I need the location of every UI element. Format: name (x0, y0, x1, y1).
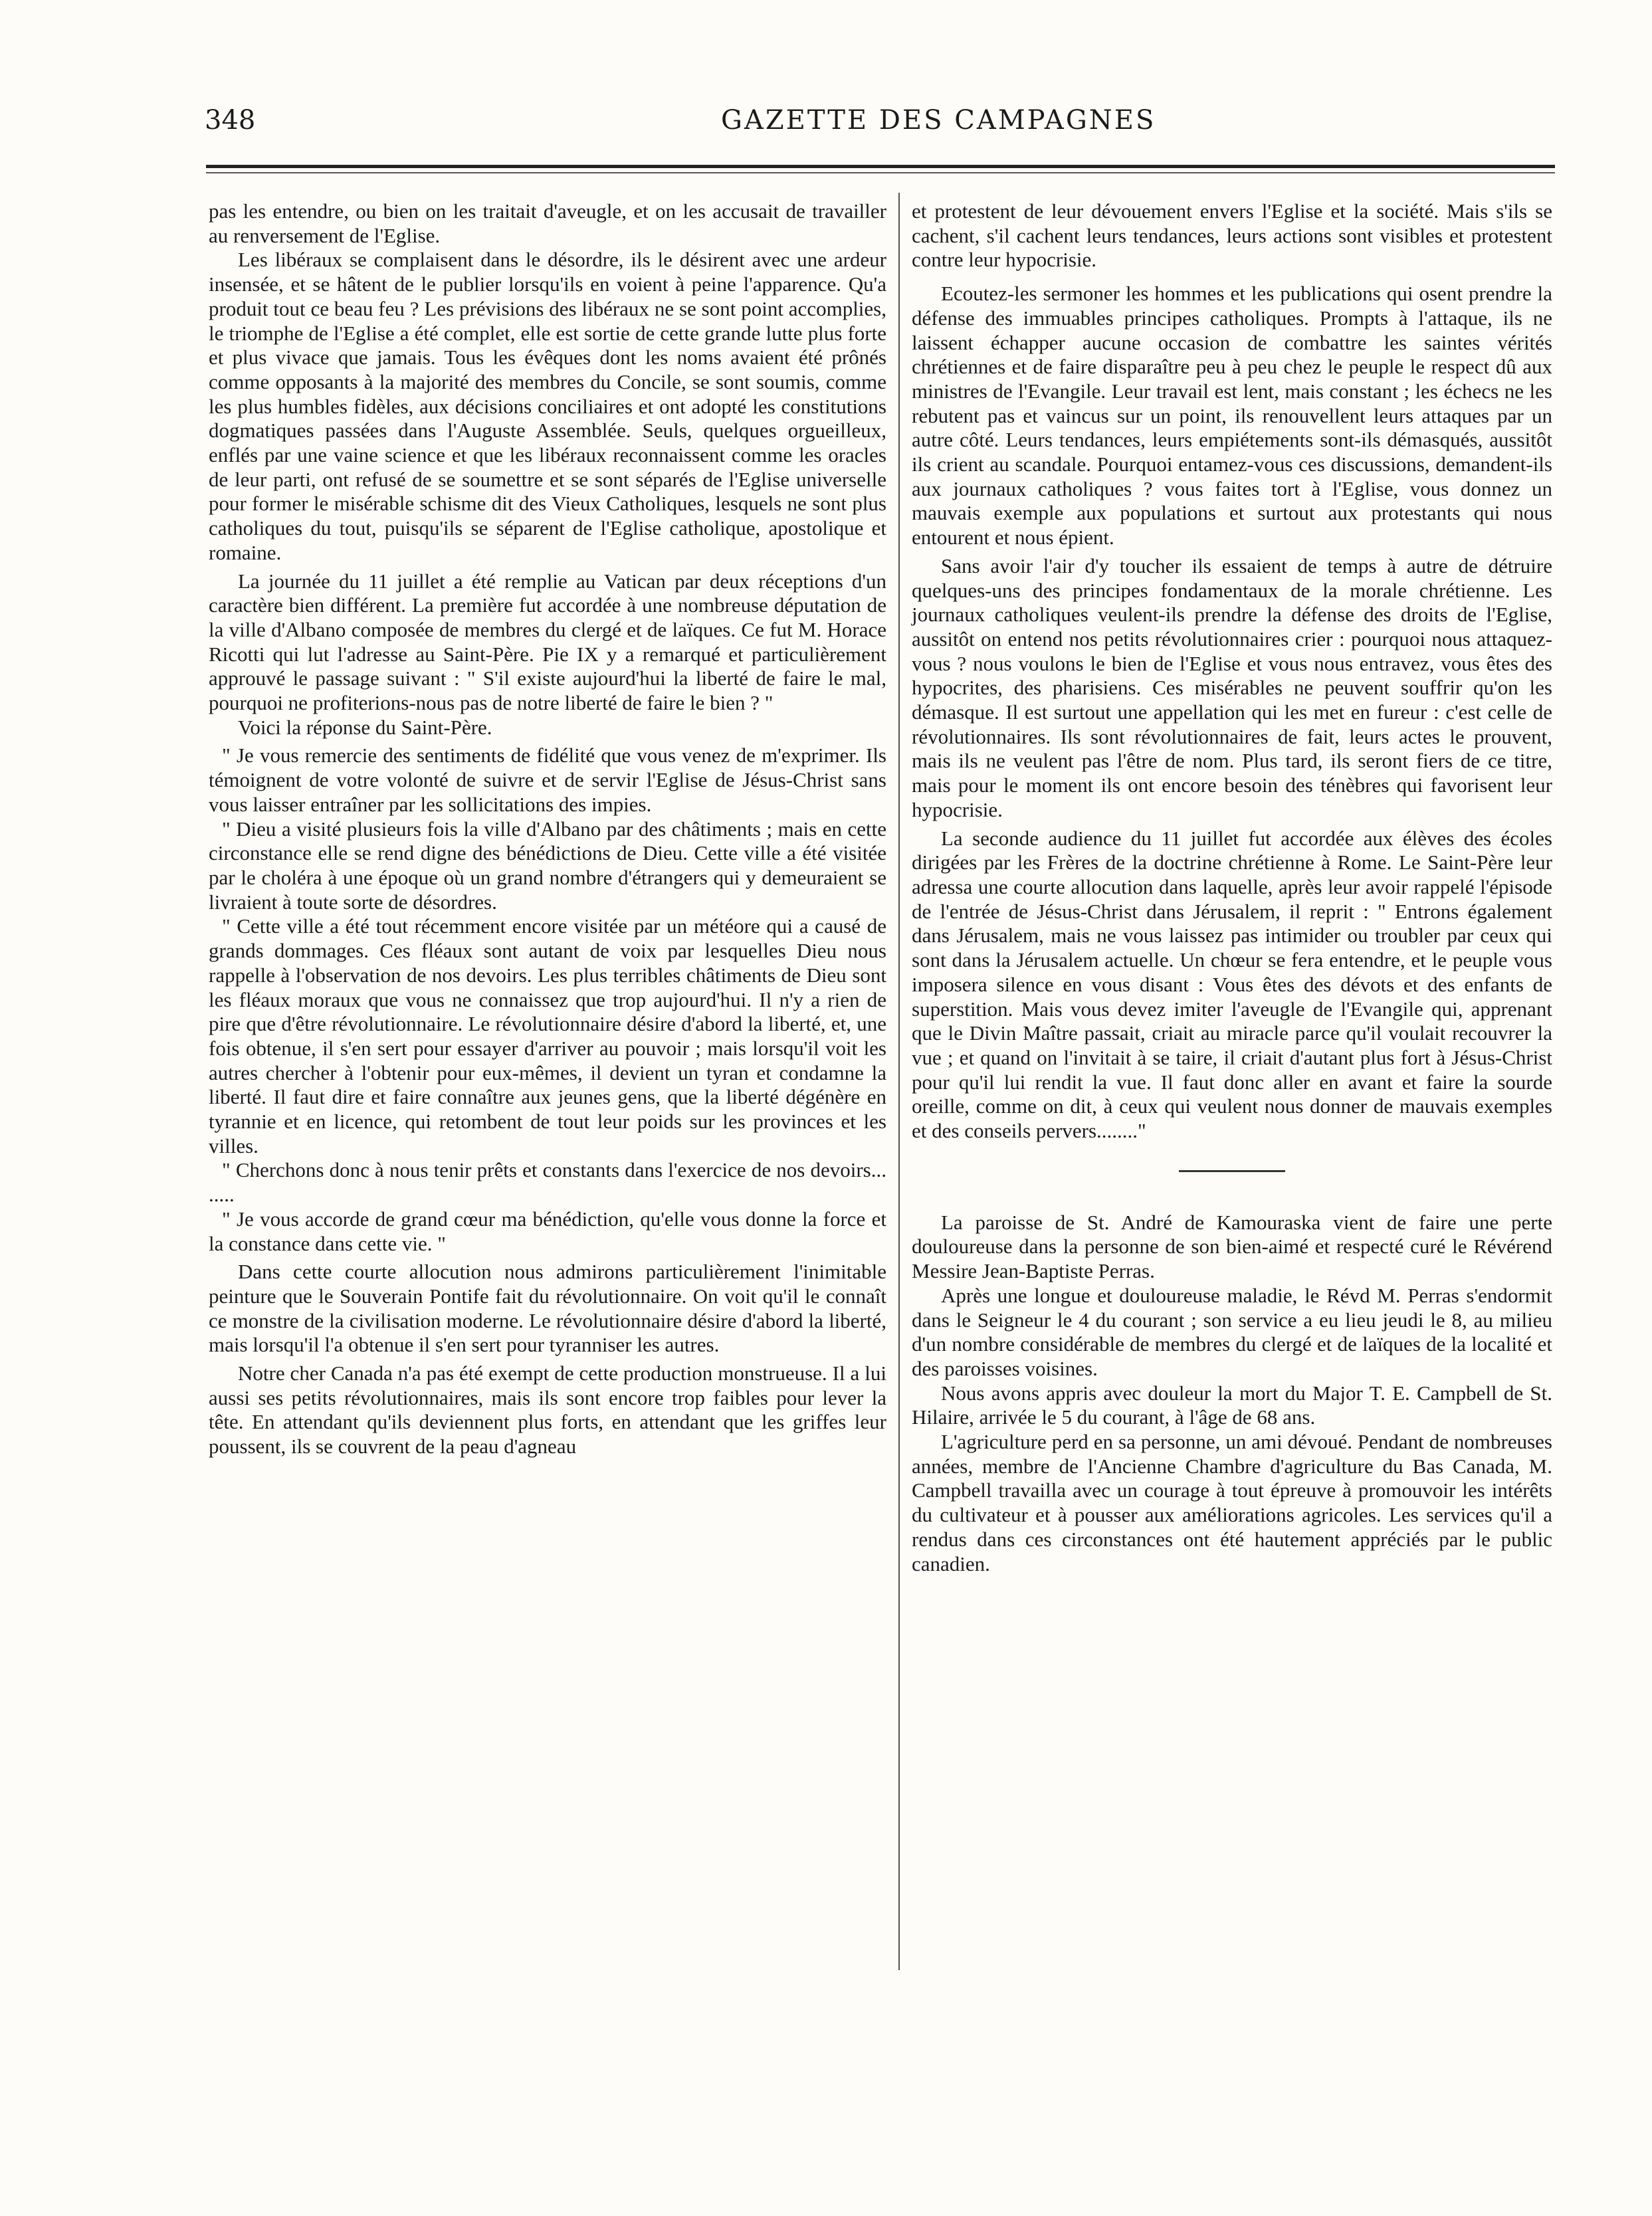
quote-paragraph: " Je vous accorde de grand cœur ma bénédiction, qu'elle vous donne la force et la constance dans cette vie. " (209, 1207, 886, 1255)
quote-paragraph: " Dieu a visité plusieurs fois la ville d'Albano par des châtiments ; mais en cette circonstance elle se rend digne des bénédictions de Dieu. Cette ville a été visitée par le choléra à une époque où un grand nombre d'étrangers qui y demeuraient se livraient à toute sorte de désordres. (209, 817, 886, 914)
header-rule-thin (206, 172, 1555, 173)
page-title: GAZETTE DES CAMPAGNES (721, 105, 1156, 136)
section-divider (1179, 1170, 1285, 1172)
news-paragraph: L'agriculture perd en sa personne, un ami dévoué. Pendant de nombreuses années, membre de l'Ancienne Chambre d'agriculture du Bas Canada, M. Campbell travailla avec un courage à tout épreuve à promouvoir les intérêts du cultivateur et à pousser aux améliorations agricoles. Les services qu'il a rendus dans ces circonstances ont été hautement appréciés par le public canadien. (912, 1430, 1552, 1575)
news-paragraph: Nous avons appris avec douleur la mort du Major T. E. Campbell de St. Hilaire, arrivée le 5 du courant, à l'âge de 68 ans. (912, 1381, 1552, 1429)
paragraph: La seconde audience du 11 juillet fut accordée aux élèves des écoles dirigées par les Frères de la doctrine chrétienne à Rome. Le Saint-Père leur adressa une courte allocution dans laquelle, après leur avoir rappelé l'épisode de l'entrée de Jésus-Christ dans Jérusalem, il reprit : " Entrons également dans Jérusalem, mais ne vous laissez pas intimider ou troubler par ceux qui sont dans la Jérusalem actuelle. Un chœur se fera entendre, et le peuple vous imposera silence en vous disant : Vous êtes des dévots et des enfants de superstition. Mais vous devez imiter l'aveugle de l'Evangile qui, apprenant que le Divin Maître passait, criait au miracle parce qu'il voulait recouvrer la vue ; et quand on l'invitait à se taire, il criait d'autant plus fort à Jésus-Christ pour qu'il lui rendit la vue. Il faut donc aller en avant et faire la sourde oreille, comme on dit, à ceux qui veulent nous donner de mauvais exemples et des conseils pervers........" (912, 826, 1552, 1143)
paragraph: Sans avoir l'air d'y toucher ils essaient de temps à autre de détruire quelques-uns des principes fondamentaux de la morale chrétienne. Les journaux catholiques veulent-ils prendre la défense des droits de l'Eglise, aussitôt on entend nos petits révolutionnaires crier : pourquoi nous attaquez-vous ? nous voulons le bien de l'Eglise et vous nous entravez, vous êtes des hypocrites, des pharisiens. Ces misérables ne peuvent souffrir qu'on les démasque. Il est surtout une appellation qui les met en fureur : c'est celle de révolutionnaires. Ils sont révolutionnaires de fait, leurs actes le prouvent, mais ils ne veulent pas l'être de nom. Plus tard, ils seront fiers de ce titre, mais pour le moment ils ont encore besoin des ténèbres qui favorisent leur hypocrisie. (912, 554, 1552, 821)
paragraph: et protestent de leur dévouement envers l'Eglise et la société. Mais s'ils se cachent, s'il cachent leurs tendances, leurs actions sont visibles et protestent contre leur hypocrisie. (912, 199, 1552, 272)
news-paragraph: Après une longue et douloureuse maladie, le Révd M. Perras s'endormit dans le Seigneur le 4 du courant ; son service a eu lieu jeudi le 8, au milieu d'un nombre considérable de membres du clergé et de laïques de la localité et des paroisses voisines. (912, 1283, 1552, 1380)
paragraph: pas les entendre, ou bien on les traitait d'aveugle, et on les accusait de travailler au renversement de l'Eglise. (209, 199, 886, 247)
paragraph: Ecoutez-les sermoner les hommes et les publications qui osent prendre la défense des immuables principes catholiques. Prompts à l'attaque, ils ne laissent échapper aucune occasion de combattre les saintes vérités chrétiennes et de faire disparaître peu à peu chez le peuple le respect dû aux ministres de l'Evangile. Leur travail est lent, mais constant ; les échecs ne les rebutent pas et vaincus sur un point, ils renouvellent leurs attaques par un autre côté. Leurs tendances, leurs empiétements sont-ils démasqués, aussitôt ils crient au scandale. Pourquoi entamez-vous ces discussions, demandent-ils aux journaux catholiques ? vous faites tort à l'Eglise, vous donnez un mauvais exemple aux populations et surtout aux protestants qui nous entourent et nous épient. (912, 282, 1552, 550)
paragraph: Voici la réponse du Saint-Père. (238, 715, 492, 739)
header-rule-thick (206, 165, 1555, 168)
paragraph: La journée du 11 juillet a été remplie au Vatican par deux réceptions d'un caractère bien différent. La première fut accordée à une nombreuse députation de la ville d'Albano composée de membres du clergé et de laïques. Ce fut M. Horace Ricotti qui lut l'adresse au Saint-Père. Pie IX y a remarqué et particulièrement approuvé le passage suivant : " S'il existe aujourd'hui la liberté de faire le mal, pourquoi ne profiterions-nous pas de notre liberté de faire le bien ? " (209, 569, 886, 715)
page-number: 348 (205, 105, 256, 136)
column-divider (898, 193, 900, 1970)
paragraph: Les libéraux se complaisent dans le désordre, ils le désirent avec une ardeur insensée, et se hâtent de le publier lorsqu'ils en voient à peine l'apparence. Qu'a produit tout ce beau feu ? Les prévisions des libéraux ne se sont point accomplies, le triomphe de l'Eglise a été complet, elle est sortie de cette grande lutte plus forte et plus vivace que jamais. Tous les évêques dont les noms avaient été prônés comme opposants à la majorité des membres du Concile, se sont soumis, comme les plus humbles fidèles, aux décisions conciliaires et ont adopté les constitutions dogmatiques passées dans l'Auguste Assemblée. Seuls, quelques orgueilleux, enflés par une vaine science et que les libéraux reconnaissent comme les oracles de leur parti, ont refusé de se soumettre et se sont séparés de l'Eglise universelle pour former le misérable schisme dit des Vieux Catholiques, lesquels ne sont plus catholiques du tout, puisqu'ils se séparent de l'Eglise catholique, apostolique et romaine. (209, 248, 886, 564)
right-column (912, 199, 1552, 1576)
quote-paragraph: " Cette ville a été tout récemment encore visitée par un météore qui a causé de grands dommages. Ces fléaux sont autant de voix par lesquelles Dieu nous rappelle à l'observation de nos devoirs. Les plus terribles châtiments de Dieu sont les fléaux moraux que vous ne connaissez que trop aujourd'hui. Il n'y a rien de pire que d'être révolutionnaire. Le révolutionnaire désire d'abord la liberté, et, une fois obtenue, il s'en sert pour essayer d'arriver au pouvoir ; mais lorsqu'il voit les autres chercher à l'obtenir pour eux-mêmes, il devient un tyran et condamne la liberté. Il faut dire et faire connaître aux jeunes gens, que la liberté dégénère en tyrannie et en licence, qui retombent de tout leur poids sur les provinces et les villes. (209, 914, 886, 1158)
paragraph: Dans cette courte allocution nous admirons particulièrement l'inimitable peinture que le Souverain Pontife fait du révolutionnaire. On voit qu'il le connaît ce monstre de la civilisation moderne. Le révolutionnaire désire d'abord la liberté, mais lorsqu'il l'a obtenue il s'en sert pour tyranniser les autres. (209, 1260, 886, 1357)
quote-paragraph: " Je vous remercie des sentiments de fidélité que vous venez de m'exprimer. Ils témoignent de votre volonté de suivre et de servir l'Eglise de Jésus-Christ sans vous laisser entraîner par les sollicitations des impies. (209, 744, 886, 816)
paragraph: Notre cher Canada n'a pas été exempt de cette production monstrueuse. Il a lui aussi ses petits révolutionnaires, mais ils sont encore trop faibles pour lever la tête. En attendant qu'ils deviennent plus forts, en attendant que les griffes leur poussent, ils se couvrent de la peau d'agneau (209, 1361, 886, 1459)
news-paragraph: La paroisse de St. André de Kamouraska vient de faire une perte douloureuse dans la personne de son bien-aimé et respecté curé le Révérend Messire Jean-Baptiste Perras. (912, 1210, 1552, 1283)
left-column (209, 199, 886, 1459)
quote-paragraph: " Cherchons donc à nous tenir prêts et constants dans l'exercice de nos devoirs... ..... (209, 1158, 886, 1207)
